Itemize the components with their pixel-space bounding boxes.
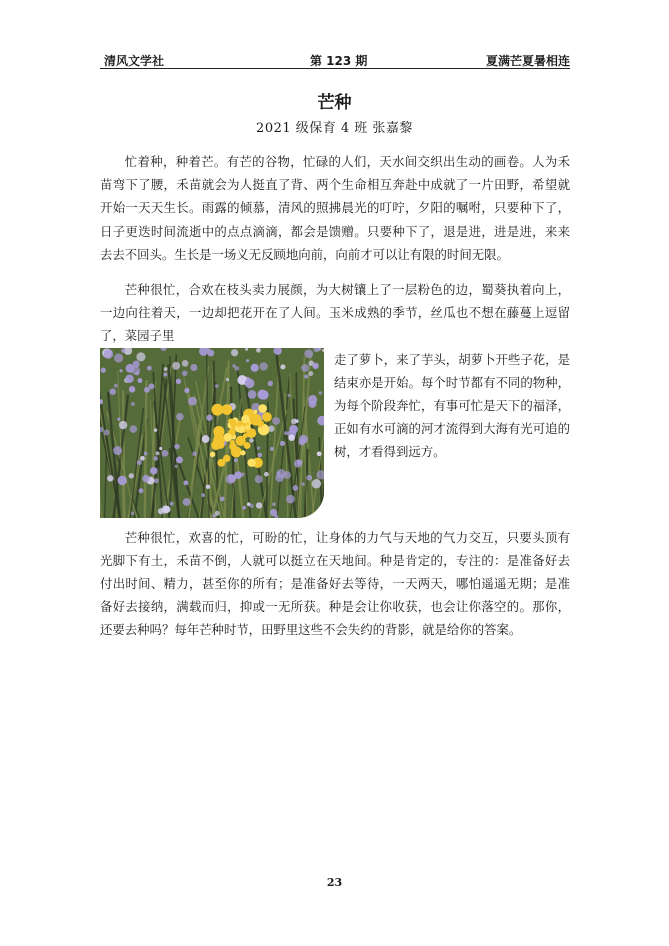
page-header <box>100 50 570 70</box>
article-byline: 2021 级保育 4 班 张嘉黎 <box>256 121 413 136</box>
article-title: 芒种 <box>317 93 352 113</box>
paragraph-2-wrapper <box>100 278 570 348</box>
paragraph-2: 芒种很忙，合欢在枝头卖力展颜，为大树镶上了一层粉色的边，蜀葵执着向上，一边向往着天，一边却把花开在了人间。玉米成熟的季节，丝瓜也不想在藤蔓上逗留了，菜园子里 <box>100 282 570 344</box>
paragraph-3: 芒种很忙，欢喜的忙，可盼的忙，让身体的力气与天地的气力交互，只要头顶有光脚下有土，禾苗不倒，人就可以挺立在天地间。种是肯定的，专注的：是准备好去付出时间、精力，甚至你的所有；是准备好去等待，一天两天，哪怕遥遥无期；是准备好去接纳，满载而归，抑或一无所获。种是会让你收获，也会让你落空的。那你，还要去种吗？每年芒种时节，田野里这些不会失约的背影，就是给你的答案。 <box>100 529 570 638</box>
section-title: 夏满芒夏暑相连 <box>485 54 570 68</box>
paragraph-2-continued <box>100 348 570 518</box>
page-number: 23 <box>326 876 343 889</box>
flower-photo <box>100 348 324 518</box>
header-divider <box>100 68 570 69</box>
paragraph-1: 忙着种，种着芒。有芒的谷物，忙碌的人们，天水间交织出生动的画卷。人为禾苗弯下了腰，禾苗就会为人挺直了背、两个生命相互奔赴中成就了一片田野，希望就开始一天天生长。雨露的倾慕，清风的照拂晨光的叮咛，夕阳的嘱咐，只要种下了，日子更迭时间流逝中的点点滴滴，都会是馈赠。只要种下了，退是进，进是进，来来去去不回头。生长是一场义无反顾地向前，向前才可以让有限的时间无限。 <box>100 154 570 262</box>
issue-number: 第 123 期 <box>310 54 368 68</box>
flower-photo-image <box>100 348 324 518</box>
paragraph-2-tail: 走了萝卜，来了芋头，胡萝卜开些子花，是结束亦是开始。每个时节都有不同的物种，为每个阶段奔忙，有事可忙是天下的福泽，正如有水可滴的河才流得到大海有光可追的树，才看得到远方。 <box>334 351 570 460</box>
article-body <box>100 150 570 654</box>
magazine-name: 清风文学社 <box>104 54 165 68</box>
